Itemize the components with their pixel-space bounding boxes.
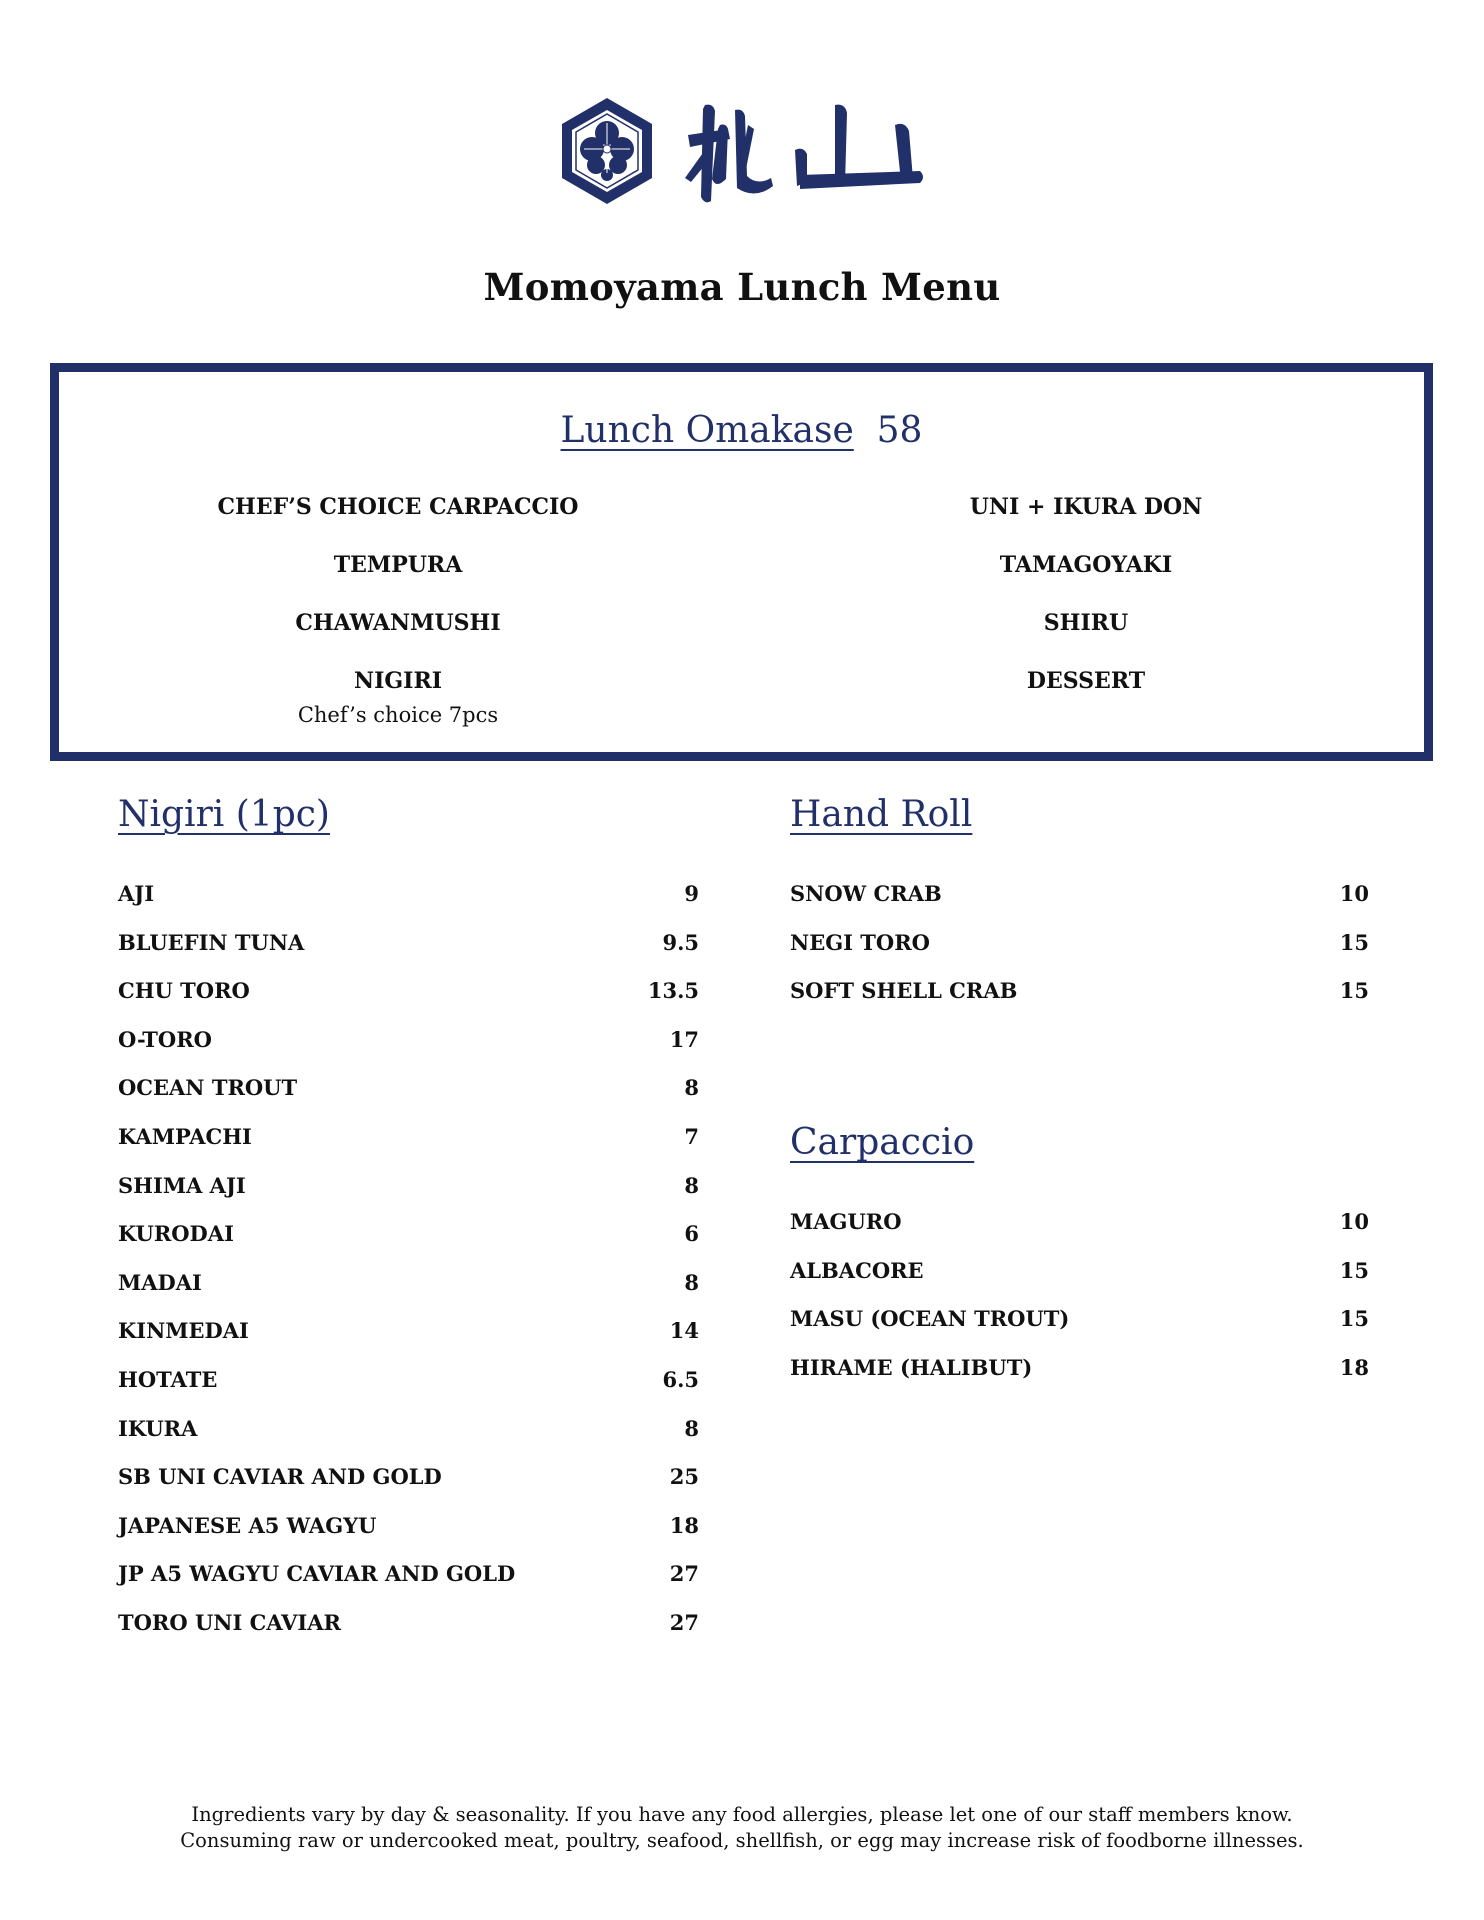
item-price: 17	[669, 1026, 699, 1052]
hand-roll-heading: Hand Roll	[790, 794, 973, 835]
omakase-item: CHEF’S CHOICE CARPACCIO	[217, 494, 579, 520]
page-title: Momoyama Lunch Menu	[483, 265, 1001, 309]
menu-item	[790, 1209, 1369, 1239]
item-name: HIRAME (HALIBUT)	[790, 1354, 1033, 1380]
item-price: 10	[1339, 1209, 1369, 1234]
footer-line: Consuming raw or undercooked meat, poultry, seafood, shellfish, or egg may increase risk of foodborne illnesses.	[180, 1829, 1304, 1852]
menu-item	[118, 1367, 699, 1397]
menu-item	[790, 1258, 1369, 1288]
menu-item	[790, 978, 1369, 1008]
item-price: 18	[1339, 1354, 1369, 1380]
restaurant-logo	[560, 95, 930, 210]
item-name: IKURA	[118, 1415, 198, 1441]
menu-item	[118, 978, 699, 1008]
item-name: SB UNI CAVIAR AND GOLD	[118, 1464, 442, 1490]
item-price: 25	[669, 1464, 699, 1490]
item-name: TORO UNI CAVIAR	[118, 1610, 341, 1635]
omakase-item: SHIRU	[1043, 610, 1129, 636]
menu-item	[118, 1416, 699, 1446]
omakase-item: TAMAGOYAKI	[999, 552, 1173, 578]
item-price: 8	[684, 1172, 699, 1198]
item-price: 8	[684, 1269, 699, 1295]
footer-line: Ingredients vary by day & seasonality. If you have any food allergies, please let one of our staff members know.	[191, 1803, 1293, 1826]
item-price: 15	[1339, 1257, 1369, 1283]
item-name: AJI	[118, 881, 155, 906]
menu-item	[118, 1124, 699, 1154]
item-price: 18	[669, 1512, 699, 1538]
menu-item	[118, 1075, 699, 1105]
menu-item	[790, 1355, 1369, 1385]
item-price: 8	[684, 1075, 699, 1101]
omakase-right-column	[786, 492, 1386, 724]
omakase-item: CHAWANMUSHI	[295, 610, 501, 636]
item-name: SOFT SHELL CRAB	[790, 978, 1018, 1004]
omakase-item-note: Chef’s choice 7pcs	[297, 703, 499, 727]
item-name: JAPANESE A5 WAGYU	[118, 1512, 377, 1538]
menu-item	[118, 1221, 699, 1251]
item-price: 13.5	[647, 978, 699, 1004]
item-name: HOTATE	[118, 1367, 218, 1392]
item-price: 7	[684, 1124, 699, 1149]
item-name: MADAI	[118, 1269, 202, 1295]
menu-item	[118, 1027, 699, 1057]
omakase-item: DESSERT	[1026, 668, 1146, 694]
item-name: NEGI TORO	[790, 929, 930, 955]
item-name: KINMEDAI	[118, 1318, 249, 1344]
omakase-title: Lunch Omakase	[560, 410, 854, 451]
menu-item	[790, 1306, 1369, 1336]
item-price: 9	[684, 881, 699, 906]
item-name: KURODAI	[118, 1221, 234, 1247]
menu-item	[118, 881, 699, 911]
omakase-price: 58	[876, 410, 923, 451]
item-price: 15	[1339, 1306, 1369, 1332]
omakase-item: UNI + IKURA DON	[969, 494, 1203, 520]
item-name: KAMPACHI	[118, 1124, 252, 1149]
menu-item	[790, 881, 1369, 911]
item-name: MASU (OCEAN TROUT)	[790, 1306, 1070, 1332]
menu-item	[118, 1318, 699, 1348]
item-price: 15	[1339, 978, 1369, 1004]
logo-calligraphy	[685, 105, 923, 203]
menu-item	[118, 1270, 699, 1300]
item-name: ALBACORE	[790, 1257, 924, 1283]
carpaccio-heading: Carpaccio	[790, 1122, 975, 1163]
item-name: MAGURO	[790, 1209, 902, 1234]
omakase-item: TEMPURA	[333, 552, 463, 578]
crest-icon	[562, 98, 652, 204]
menu-item	[118, 1610, 699, 1640]
menu-item	[118, 1173, 699, 1203]
item-price: 27	[669, 1561, 699, 1587]
menu-item	[118, 930, 699, 960]
item-name: CHU TORO	[118, 978, 250, 1004]
omakase-left-column	[98, 492, 698, 758]
menu-item	[118, 1464, 699, 1494]
item-price: 6.5	[662, 1367, 699, 1392]
footer-disclaimer	[0, 1802, 1484, 1854]
item-price: 14	[669, 1318, 699, 1344]
menu-item	[118, 1513, 699, 1543]
item-price: 8	[684, 1415, 699, 1441]
nigiri-heading: Nigiri (1pc)	[118, 794, 330, 835]
omakase-heading	[59, 410, 1424, 451]
item-name: O-TORO	[118, 1026, 212, 1052]
menu-item	[790, 930, 1369, 960]
menu-item	[118, 1561, 699, 1591]
item-price: 15	[1339, 929, 1369, 955]
item-price: 27	[669, 1610, 699, 1635]
item-name: BLUEFIN TUNA	[118, 929, 305, 955]
item-price: 6	[684, 1221, 699, 1247]
item-price: 9.5	[662, 929, 699, 955]
omakase-box	[50, 363, 1433, 761]
item-name: OCEAN TROUT	[118, 1075, 298, 1101]
omakase-item: NIGIRI	[353, 668, 443, 694]
item-name: SHIMA AJI	[118, 1172, 246, 1198]
item-price: 10	[1339, 881, 1369, 906]
item-name: SNOW CRAB	[790, 881, 942, 906]
item-name: JP A5 WAGYU CAVIAR AND GOLD	[118, 1561, 516, 1587]
